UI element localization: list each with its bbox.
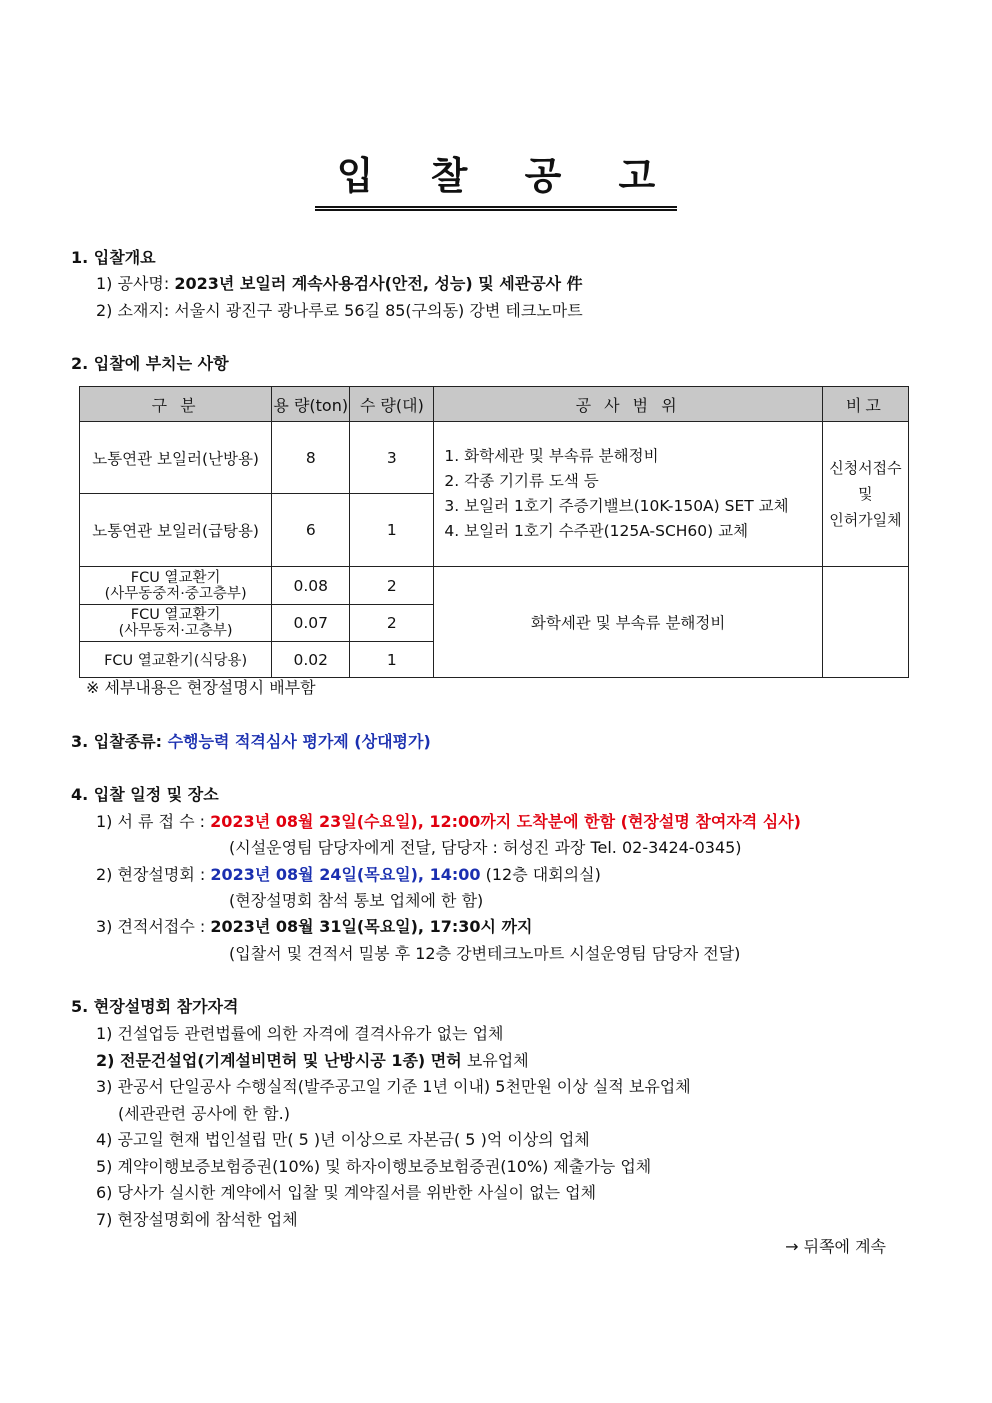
remark-line: 신청서접수	[829, 459, 902, 477]
bid-type-value: 수행능력 적격심사 평가제 (상대평가)	[167, 732, 431, 751]
section-2-heading: 2. 입찰에 부치는 사항	[71, 354, 229, 373]
qualification-item: 4) 공고일 현재 법인설립 만( 5 )년 이상으로 자본금( 5 )억 이상의 업체	[96, 1130, 590, 1149]
row-quantity: 2	[350, 605, 434, 642]
site-briefing-line	[96, 864, 601, 886]
row-name	[80, 605, 272, 642]
row-capacity: 0.08	[272, 567, 350, 605]
section-4-heading: 4. 입찰 일정 및 장소	[71, 785, 219, 804]
header-category: 구 분	[80, 387, 272, 422]
section-1-heading: 1. 입찰개요	[71, 248, 156, 267]
estimate-submission-line	[96, 916, 532, 938]
qualification-item: 5) 계약이행보증보험증권(10%) 및 하자이행보증보험증권(10%) 제출가능 업체	[96, 1157, 652, 1176]
scope-item: 3. 보일러 1호기 주증기밸브(10K-150A) SET 교체	[444, 497, 789, 515]
site-briefing-place: (12층 대회의실)	[480, 865, 601, 884]
qualification-item	[96, 1050, 529, 1072]
project-name-label: 1) 공사명:	[96, 274, 175, 293]
estimate-submission-label: 3) 견적서접수 :	[96, 917, 211, 936]
row-name	[80, 567, 272, 605]
table-header-row	[80, 387, 909, 422]
site-briefing-datetime: 2023년 08월 24일(목요일), 14:00	[210, 865, 481, 884]
qualification-item-suffix: 보유업체	[461, 1051, 529, 1070]
row-quantity: 1	[350, 642, 434, 678]
qualification-item: 6) 당사가 실시한 계약에서 입찰 및 계약질서를 위반한 사실이 없는 업체	[96, 1183, 597, 1202]
header-scope: 공 사 범 위	[434, 387, 822, 422]
section-3-heading: 3. 입찰종류:	[71, 732, 168, 751]
qualification-item-note: (세관관련 공사에 한 함.)	[118, 1104, 290, 1123]
row-name-line-2: (사무동중저·중고층부)	[104, 585, 247, 602]
site-briefing-label: 2) 현장설명회 :	[96, 865, 211, 884]
row-quantity: 2	[350, 567, 434, 605]
remark-line: 인허가일체	[829, 511, 902, 529]
row-name-line-2: (사무동저·고층부)	[118, 623, 233, 639]
scope-item: 4. 보일러 1호기 수주관(125A-SCH60) 교체	[444, 522, 749, 540]
qualification-item: 3) 관공서 단일공사 수행실적(발주공고일 기준 1년 이내) 5천만원 이상 실적 보유업체	[96, 1077, 691, 1096]
section-3-line	[71, 731, 431, 753]
estimate-submission-deadline: 2023년 08월 31일(목요일), 17:30시 까지	[210, 917, 533, 936]
scope-item: 1. 화학세관 및 부속류 분해정비	[444, 447, 659, 465]
fcu-remark-cell	[822, 567, 908, 678]
document-submission-deadline: 2023년 08월 23일(수요일), 12:00까지 도착분에 한함 (현장설명 참여자격 심사)	[210, 812, 801, 831]
row-name: 노통연관 보일러(난방용)	[80, 422, 272, 494]
row-name: 노통연관 보일러(급탕용)	[80, 494, 272, 567]
header-remark: 비고	[822, 387, 908, 422]
document-submission-label: 1) 서 류 접 수 :	[96, 812, 211, 831]
continued-note: → 뒤쪽에 계속	[785, 1237, 886, 1256]
project-name-line	[96, 273, 583, 295]
row-name: FCU 열교환기(식당용)	[80, 642, 272, 678]
row-name-line-1: FCU 열교환기	[130, 569, 221, 586]
table-row	[80, 567, 909, 605]
document-submission-contact: (시설운영팀 담당자에게 전달, 담당자 : 허성진 과장 Tel. 02-3424-0345)	[229, 838, 742, 857]
scope-item: 2. 각종 기기류 도색 등	[444, 472, 599, 490]
row-capacity: 6	[272, 494, 350, 567]
boiler-scope-cell	[434, 422, 822, 567]
remark-line: 및	[858, 485, 873, 503]
table-row	[80, 422, 909, 494]
project-name-value: 2023년 보일러 계속사용검사(안전, 성능) 및 세관공사 件	[174, 274, 583, 293]
row-capacity: 0.02	[272, 642, 350, 678]
row-quantity: 1	[350, 494, 434, 567]
header-capacity: 용 량(ton)	[272, 387, 350, 422]
bid-items-table	[79, 386, 909, 678]
qualification-item: 7) 현장설명회에 참석한 업체	[96, 1210, 298, 1229]
page-title: 입 찰 공 고	[315, 150, 678, 211]
document-submission-line	[96, 811, 801, 833]
qualification-item-bold: 2) 전문건설업(기계설비면허 및 난방시공 1종) 면허	[96, 1051, 462, 1070]
table-note: ※ 세부내용은 현장설명시 배부함	[86, 678, 316, 697]
site-briefing-note: (현장설명회 참석 통보 업체에 한 함)	[229, 891, 484, 910]
row-quantity: 3	[350, 422, 434, 494]
boiler-remark-cell	[822, 422, 908, 567]
fcu-scope-cell: 화학세관 및 부속류 분해정비	[434, 567, 822, 678]
header-quantity: 수 량(대)	[350, 387, 434, 422]
row-name-line-1: FCU 열교환기	[130, 607, 221, 623]
location-line: 2) 소재지: 서울시 광진구 광나루로 56길 85(구의동) 강변 테크노마트	[96, 301, 583, 320]
row-capacity: 8	[272, 422, 350, 494]
row-capacity: 0.07	[272, 605, 350, 642]
section-5-heading: 5. 현장설명회 참가자격	[71, 997, 239, 1016]
estimate-submission-note: (입찰서 및 견적서 밀봉 후 12층 강변테크노마트 시설운영팀 담당자 전달)	[229, 944, 741, 963]
qualification-item: 1) 건설업등 관련법률에 의한 자격에 결격사유가 없는 업체	[96, 1024, 504, 1043]
